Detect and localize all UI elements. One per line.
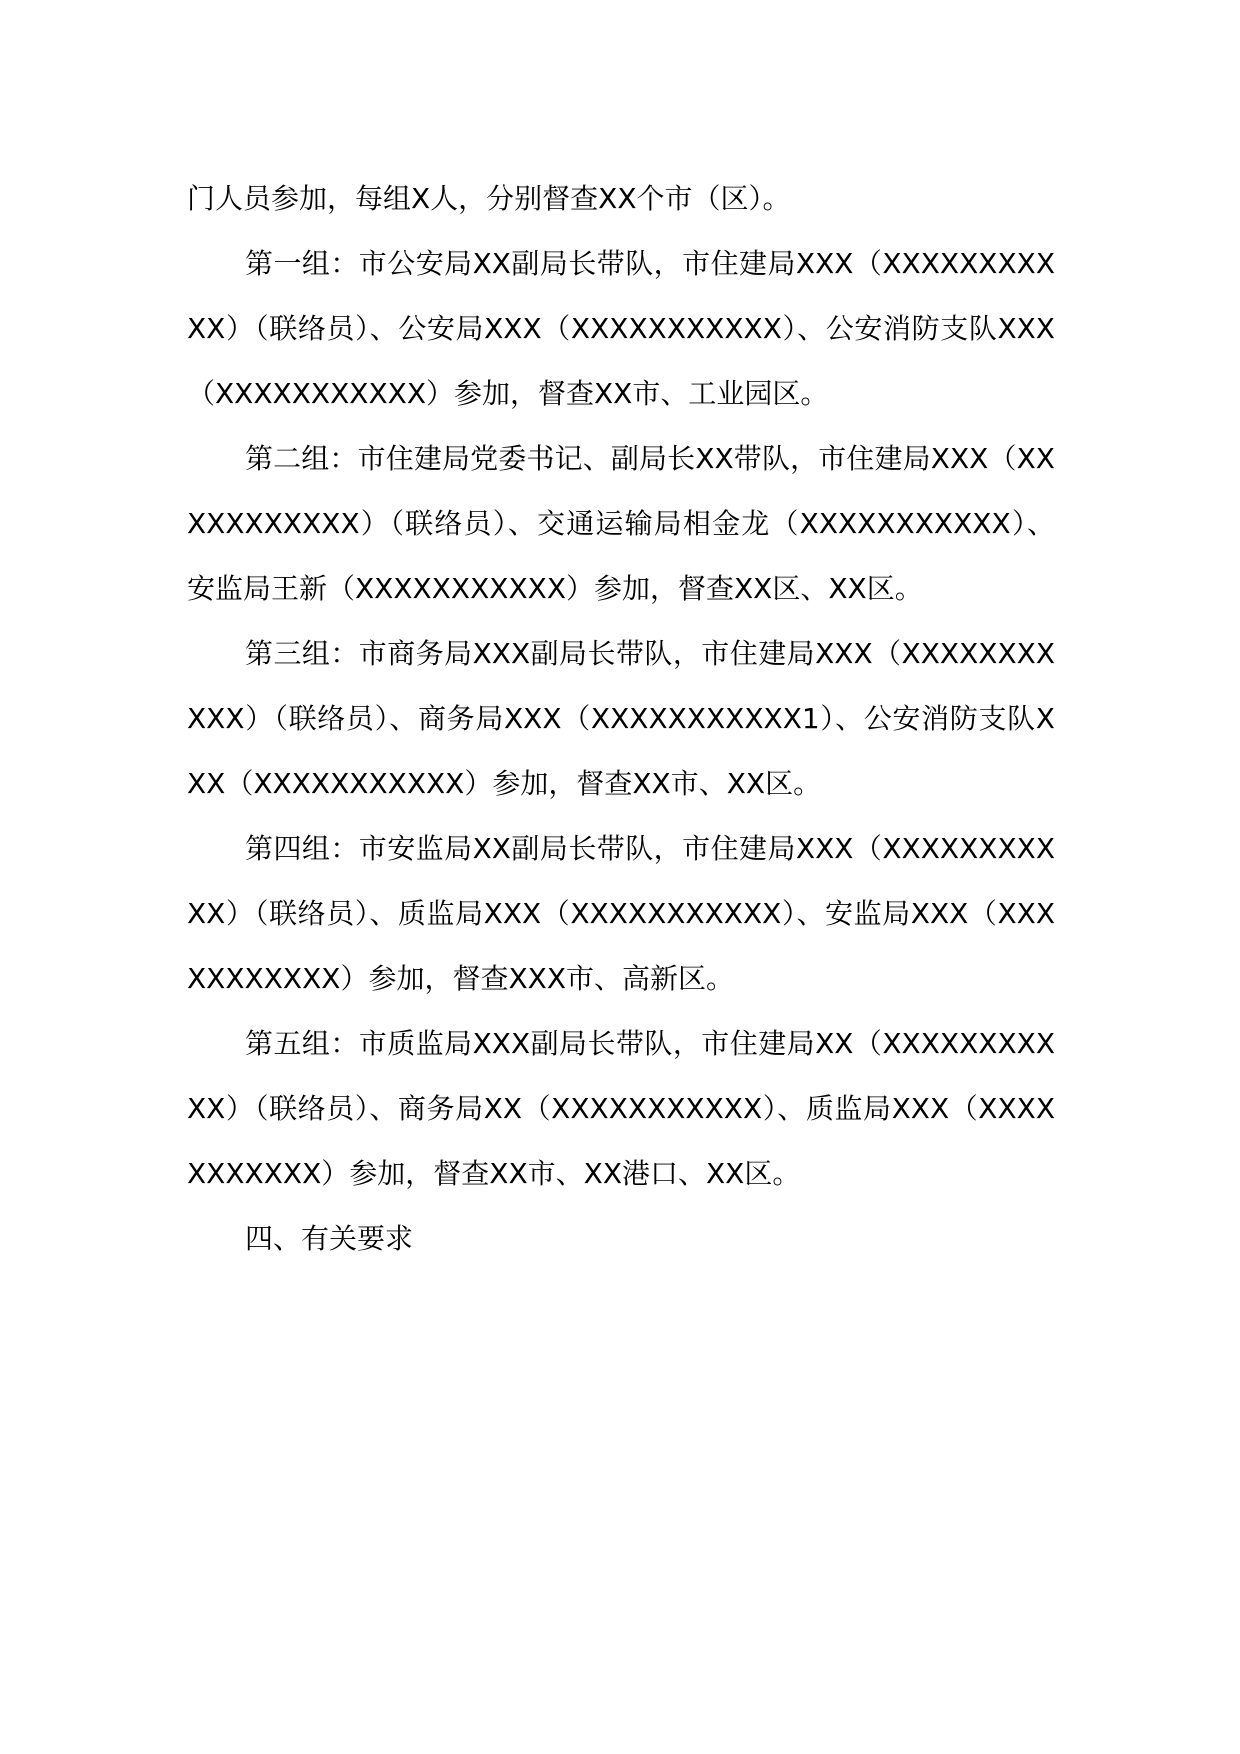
- paragraph-intro: 门人员参加，每组X人，分别督查XX个市（区）。: [187, 182, 791, 215]
- paragraph-group-3: 第三组：市商务局XXX副局长带队，市住建局XXX（XXXXXXXXXXX）（联络员）、商务局XXX（XXXXXXXXXXX1）、公安消防支队XXX（XXXXXXXXXXX）参加，督查XX市、XX区。: [187, 637, 1055, 800]
- paragraph-group-2: 第二组：市住建局党委书记、副局长XX带队，市住建局XXX（XXXXXXXXXXX）（联络员）、交通运输局相金龙（XXXXXXXXXXX）、安监局王新（XXXXXXXXXXX）参加，督查XX区、XX区。: [187, 442, 1055, 605]
- paragraph-group-1: 第一组：市公安局XX副局长带队，市住建局XXX（XXXXXXXXXXX）（联络员）、公安局XXX（XXXXXXXXXXX）、公安消防支队XXX（XXXXXXXXXXX）参加，督查XX市、工业园区。: [187, 247, 1055, 410]
- paragraph-group-5: 第五组：市质监局XXX副局长带队，市住建局XX（XXXXXXXXXXX）（联络员）、商务局XX（XXXXXXXXXXX）、质监局XXX（XXXXXXXXXXX）参加，督查XX市、XX港口、XX区。: [187, 1027, 1055, 1190]
- paragraph-group-4: 第四组：市安监局XX副局长带队，市住建局XXX（XXXXXXXXXXX）（联络员）、质监局XXX（XXXXXXXXXXX）、安监局XXX（XXXXXXXXXXX）参加，督查XXX市、高新区。: [187, 832, 1055, 995]
- section-heading: 四、有关要求: [245, 1222, 414, 1255]
- document-page: [187, 166, 1055, 1271]
